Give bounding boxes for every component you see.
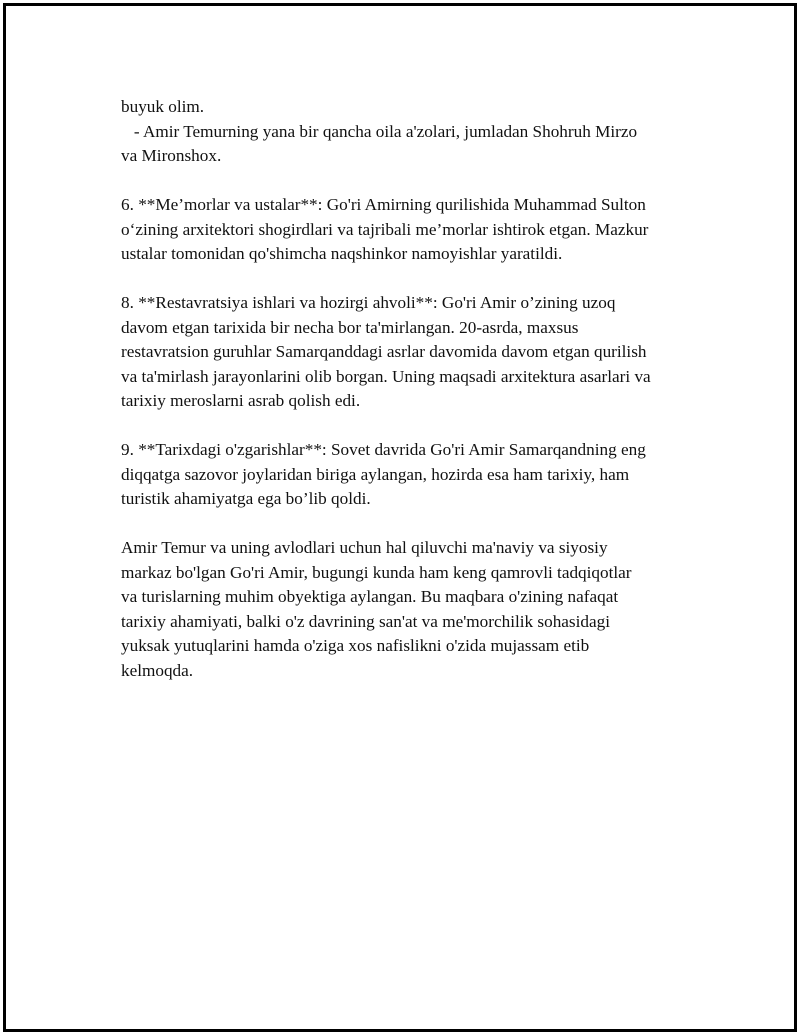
text-line: yuksak yutuqlarini hamda o'ziga xos nafislikni o'zida mujassam etib [121, 636, 590, 655]
text-line: tarixiy ahamiyati, balki o'z davrining san'at va me'morchilik sohasidagi [121, 611, 610, 631]
text-line: va Mironshox. [121, 146, 222, 165]
paragraph-conclusion [121, 536, 701, 683]
paragraph-restoration [121, 291, 701, 414]
text-line: va turislarning muhim obyektiga aylangan. Bu maqbara o'zining nafaqat [121, 587, 619, 606]
text-line: kelmoqda. [121, 660, 194, 680]
document-body [121, 95, 701, 708]
text-line: restavratsion guruhlar Samarqanddagi asrlar davomida davom etgan qurilish [121, 342, 647, 361]
text-line: o‘zining arxitektori shogirdlari va tajribali me’morlar ishtirok etgan. Mazkur [121, 219, 649, 239]
text-line: 9. **Tarixdagi o'zgarishlar**: Sovet davrida Go'ri Amir Samarqandning eng [121, 440, 646, 459]
text-line: ustalar tomonidan qo'shimcha naqshinkor namoyishlar yaratildi. [121, 244, 563, 263]
text-line: diqqatga sazovor joylaridan biriga aylangan, hozirda esa ham tarixiy, ham [121, 464, 630, 484]
text-line: tarixiy meroslarni asrab qolish edi. [121, 391, 361, 410]
paragraph-architects [121, 193, 701, 267]
text-line: 8. **Restavratsiya ishlari va hozirgi ahvoli**: Go'ri Amir o’zining uzoq [121, 293, 616, 312]
text-line: turistik ahamiyatga ega bo’lib qoldi. [121, 489, 371, 508]
text-line: Amir Temur va uning avlodlari uchun hal qiluvchi ma'naviy va siyosiy [121, 538, 608, 557]
text-line: davom etgan tarixida bir necha bor ta'mirlangan. 20-asrda, maxsus [121, 317, 579, 337]
text-line: buyuk olim. [121, 97, 205, 116]
paragraph-family-members [121, 95, 701, 169]
paragraph-historical-changes [121, 438, 701, 512]
text-line: 6. **Me’morlar va ustalar**: Go'ri Amirning qurilishida Muhammad Sulton [121, 195, 646, 214]
text-line: va ta'mirlash jarayonlarini olib borgan. Uning maqsadi arxitektura asarlari va [121, 366, 651, 386]
text-line: markaz bo'lgan Go'ri Amir, bugungi kunda ham keng qamrovli tadqiqotlar [121, 562, 632, 582]
page-frame [3, 3, 797, 1032]
text-line: - Amir Temurning yana bir qancha oila a'zolari, jumladan Shohruh Mirzo [121, 121, 638, 141]
